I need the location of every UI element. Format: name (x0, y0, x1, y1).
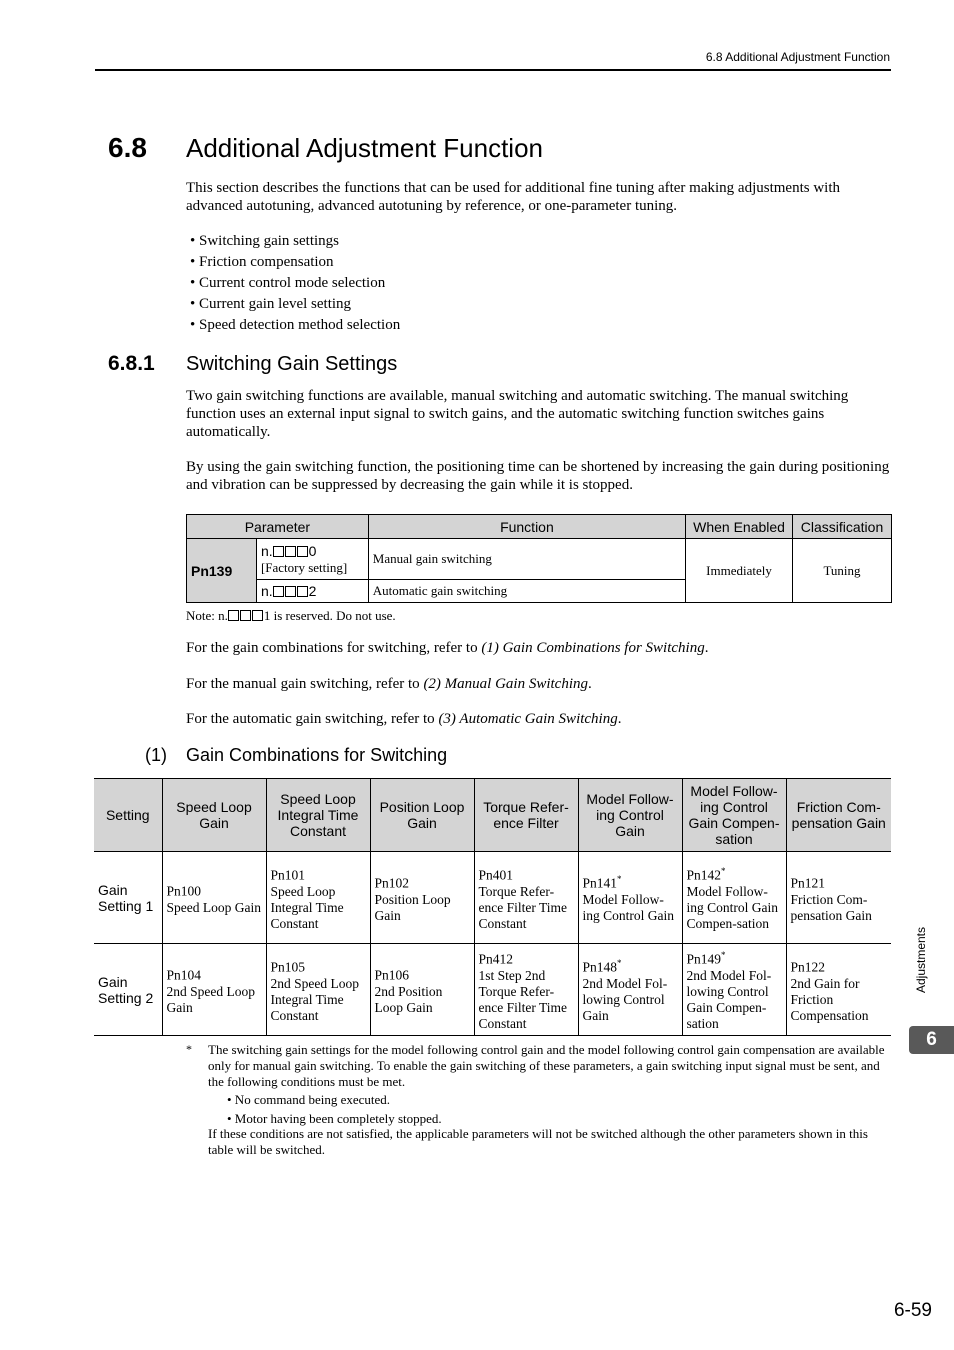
function-cell: Manual gain switching (368, 539, 685, 580)
table-cell: Pn149* 2nd Model Fol-lowing Control Gain Compen-sation (682, 944, 786, 1036)
page-number: 6-59 (893, 1300, 932, 1321)
feature-list (190, 231, 400, 336)
parameter-number: Pn139 (187, 539, 257, 603)
table-cell: Pn142* Model Follow-ing Control Gain Compen-sation (682, 852, 786, 944)
list-item: • Friction compensation (190, 254, 334, 270)
table-header-row (94, 779, 891, 852)
header-cell: Torque Refer-ence Filter (474, 779, 578, 852)
chapter-side-label: Adjustments (913, 926, 928, 994)
footnote-mark: * (186, 1042, 192, 1056)
table-cell: Pn412 1st Step 2nd Torque Refer-ence Filter Time Constant (474, 944, 578, 1036)
header-cell: When Enabled (686, 515, 793, 539)
cross-reference-link[interactable]: (2) Manual Gain Switching (423, 676, 589, 692)
table-row (94, 944, 891, 1036)
row-label: Gain Setting 1 (94, 852, 162, 944)
parameter-table (186, 514, 892, 603)
reference-line: For the automatic gain switching, refer to (3) Automatic Gain Switching. (186, 711, 622, 727)
paragraph: By using the gain switching function, the positioning time can be shortened by increasing the gain during positioning and vibration can be suppressed by decreasing the gain while it is stopped. (186, 459, 890, 493)
setting-cell (256, 539, 368, 580)
cross-reference-link[interactable]: (3) Automatic Gain Switching (438, 711, 618, 727)
setting-value: n. 0 (260, 542, 317, 559)
header-cell: Parameter (187, 515, 369, 539)
list-item: • Motor having been completely stopped. (227, 1111, 442, 1126)
header-cell: Friction Com-pensation Gain (786, 779, 891, 852)
running-header: 6.8 Additional Adjustment Function (705, 50, 890, 64)
reference-line: For the manual gain switching, refer to (2) Manual Gain Switching. (186, 676, 592, 692)
chapter-tab: 6 (909, 1026, 954, 1054)
table-cell: Pn105 2nd Speed Loop Integral Time Constant (266, 944, 370, 1036)
row-label: Gain Setting 2 (94, 944, 162, 1036)
table-cell: Pn101 Speed Loop Integral Time Constant (266, 852, 370, 944)
subsection-title: Switching Gain Settings (186, 353, 398, 375)
header-cell: Model Follow-ing Control Gain (578, 779, 682, 852)
table-cell: Pn102 Position Loop Gain (370, 852, 474, 944)
list-item: • Current gain level setting (190, 296, 352, 312)
header-cell: Classification (792, 515, 891, 539)
table-cell: Pn121 Friction Com-pensation Gain (786, 852, 891, 944)
header-cell: Setting (94, 779, 162, 852)
table-header-row (187, 515, 892, 539)
list-item: • Switching gain settings (190, 233, 339, 249)
table-cell: Pn104 2nd Speed Loop Gain (162, 944, 266, 1036)
cross-reference-link[interactable]: (1) Gain Combinations for Switching (481, 640, 705, 656)
header-rule (95, 69, 891, 71)
section-number: 6.8 (108, 132, 147, 163)
classification-cell: Tuning (792, 539, 891, 603)
table-cell: Pn401 Torque Refer-ence Filter Time Constant (474, 852, 578, 944)
table-cell: Pn122 2nd Gain for Friction Compensation (786, 944, 891, 1036)
table-row (187, 539, 892, 580)
table-cell: Pn106 2nd Position Loop Gain (370, 944, 474, 1036)
reference-line: For the gain combinations for switching, refer to (1) Gain Combinations for Switching. (186, 640, 709, 656)
list-item: • Speed detection method selection (190, 317, 401, 333)
gain-combinations-table (94, 778, 891, 1036)
footnote-text: The switching gain settings for the model following control gain and the model following control gain compensation are available only for manual gain switching. To enable the gain switching of these parameters, a gain switching input signal must be sent, and the following conditions must be met. (208, 1042, 885, 1089)
header-cell: Position Loop Gain (370, 779, 474, 852)
list-item: • No command being executed. (227, 1092, 391, 1107)
function-cell: Automatic gain switching (368, 580, 685, 603)
factory-setting-label: [Factory setting] (260, 559, 348, 575)
header-cell: Model Follow-ing Control Gain Compen-sation (682, 779, 786, 852)
when-enabled-cell: Immediately (686, 539, 793, 603)
header-cell: Speed Loop Integral Time Constant (266, 779, 370, 852)
footnote-conditions (227, 1090, 442, 1128)
table-cell: Pn148* 2nd Model Fol-lowing Control Gain (578, 944, 682, 1036)
table-row (94, 852, 891, 944)
table-cell: Pn100 Speed Loop Gain (162, 852, 266, 944)
setting-cell (256, 580, 368, 603)
footnote-conclusion: If these conditions are not satisfied, the applicable parameters will not be switched although the other parameters shown in this table will be switched. (208, 1126, 868, 1157)
subsection-number: 6.8.1 (108, 352, 155, 375)
section-title: Additional Adjustment Function (186, 133, 543, 163)
header-cell: Function (368, 515, 685, 539)
subheading-number: (1) (145, 745, 167, 765)
setting-value: n. 2 (260, 582, 317, 599)
list-item: • Current control mode selection (190, 275, 386, 291)
table-cell: Pn141* Model Follow-ing Control Gain (578, 852, 682, 944)
subheading-title: Gain Combinations for Switching (186, 745, 448, 765)
paragraph: Two gain switching functions are available, manual switching and automatic switching. The manual switching function uses an external input signal to switch gains, and the automatic switching function switches gains automatically. (186, 388, 849, 440)
header-cell: Speed Loop Gain (162, 779, 266, 852)
intro-paragraph: This section describes the functions that can be used for additional fine tuning after making adjustments with advanced autotuning, advanced autotuning by reference, or one-parameter tuning. (186, 180, 841, 214)
table-note: Note: n. 1 is reserved. Do not use. (186, 608, 396, 623)
